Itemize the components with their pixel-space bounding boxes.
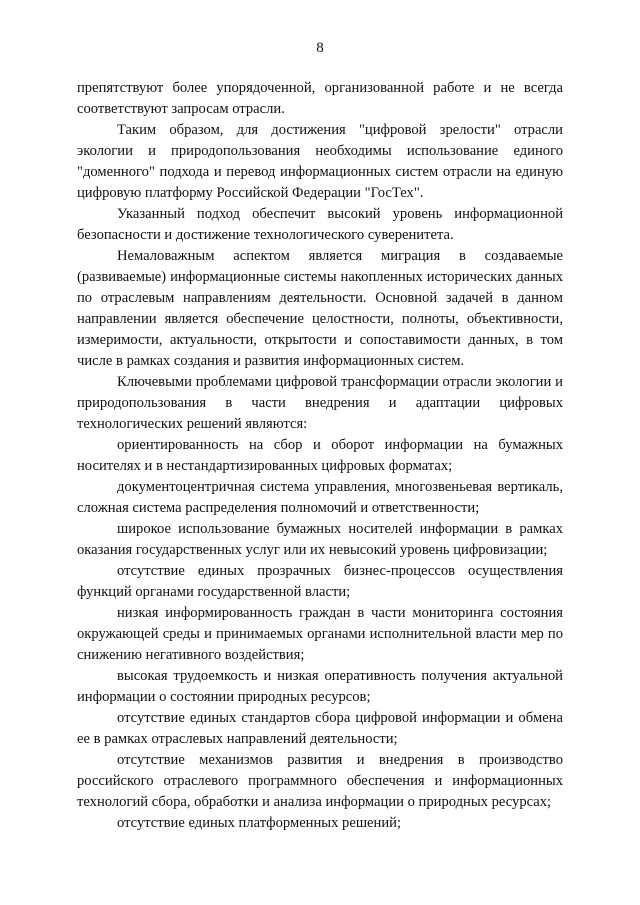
list-item: высокая трудоемкость и низкая оперативность получения актуальной информации о состоянии природных ресурсов; <box>77 668 563 705</box>
paragraph: Немаловажным аспектом является миграция в создаваемые (развиваемые) информационные системы накопленных исторических данных по отраслевым направлениям деятельности. Основной задачей в данном направлении является обеспечение целостности, полноты, объективности, измеримости, актуальности, открытости и сопоставимости данных, в том числе в рамках создания и развития информационных систем. <box>77 248 563 369</box>
list-item: низкая информированность граждан в части мониторинга состояния окружающей среды и принимаемых органами исполнительной власти мер по снижению негативного воздействия; <box>77 605 563 663</box>
list-item: документоцентричная система управления, многозвеньевая вертикаль, сложная система распределения полномочий и ответственности; <box>77 479 563 516</box>
paragraph: Таким образом, для достижения "цифровой зрелости" отрасли экологии и природопользования необходимы использование единого "доменного" подхода и перевод информационных систем отрасли на единую цифровую платформу Российской Федерации "ГосТех". <box>77 122 563 201</box>
paragraph: Указанный подход обеспечит высокий уровень информационной безопасности и достижение технологического суверенитета. <box>77 206 563 243</box>
list-item: ориентированность на сбор и оборот информации на бумажных носителях и в нестандартизированных цифровых форматах; <box>77 437 563 474</box>
list-item: отсутствие единых прозрачных бизнес-процессов осуществления функций органами государственной власти; <box>77 563 563 600</box>
paragraph: препятствуют более упорядоченной, организованной работе и не всегда соответствуют запросам отрасли. <box>77 80 563 117</box>
list-item: отсутствие единых платформенных решений; <box>117 815 402 831</box>
list-item: широкое использование бумажных носителей информации в рамках оказания государственных услуг или их невысокий уровень цифровизации; <box>77 521 563 558</box>
list-item: отсутствие единых стандартов сбора цифровой информации и обмена ее в рамках отраслевых направлений деятельности; <box>77 710 563 747</box>
paragraph: Ключевыми проблемами цифровой трансформации отрасли экологии и природопользования в части внедрения и адаптации цифровых технологических решений являются: <box>77 374 563 432</box>
document-body <box>77 78 563 834</box>
list-item: отсутствие механизмов развития и внедрения в производство российского отраслевого программного обеспечения и информационных технологий сбора, обработки и анализа информации о природных ресурсах; <box>77 752 563 810</box>
page-number: 8 <box>316 40 324 56</box>
